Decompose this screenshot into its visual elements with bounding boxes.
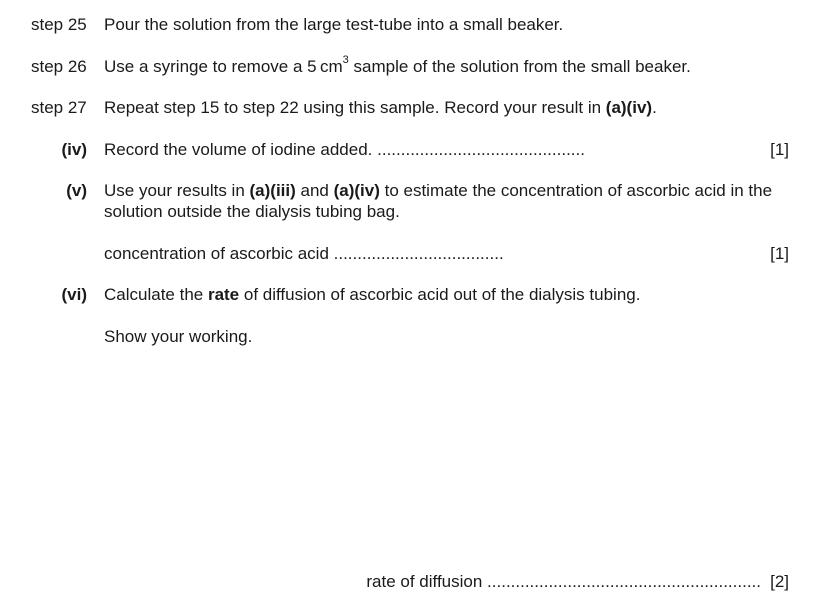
question-iv-text	[104, 140, 585, 160]
step-26-text-before: Use a syringe to remove a 5 cm	[104, 57, 343, 76]
question-v-line-2: solution outside the dialysis tubing bag.	[104, 202, 400, 221]
question-v-ref-iii: (a)(iii)	[249, 181, 296, 200]
question-v-label: (v)	[66, 181, 87, 200]
question-vi-text	[104, 285, 640, 305]
step-27-text-before: Repeat step 15 to step 22 using this sample. Record your result in	[104, 98, 606, 117]
step-26-text-after: sample of the solution from the small beaker.	[348, 57, 691, 76]
step-27-reference: (a)(iv)	[605, 98, 653, 117]
question-v-text-c: and	[295, 181, 334, 200]
question-iv-prompt: Record the volume of iodine added.	[104, 140, 373, 159]
question-vi-rate-bold: rate	[207, 285, 240, 304]
question-iv-label: (iv)	[61, 140, 87, 159]
rate-answer-label: rate of diffusion	[366, 572, 483, 591]
question-v-line-1	[104, 181, 772, 201]
question-iv-mark: [1]	[770, 140, 789, 159]
working-space[interactable]	[104, 360, 789, 560]
step-26-superscript: 3	[342, 54, 349, 67]
question-vi-answer-row	[366, 572, 761, 592]
concentration-answer-label: concentration of ascorbic acid	[104, 244, 329, 263]
question-v-ref-iv: (a)(iv)	[333, 181, 380, 200]
step-27-text-after: .	[652, 98, 657, 117]
step-25-label: step 25	[31, 15, 87, 34]
question-vi-instruction: Show your working.	[104, 327, 253, 346]
step-27-label: step 27	[31, 98, 87, 117]
step-26-label: step 26	[31, 57, 87, 76]
question-vi-label: (vi)	[61, 285, 87, 304]
concentration-answer-line[interactable]: ....................................	[333, 244, 504, 263]
question-vi-text-c: of diffusion of ascorbic acid out of the dialysis tubing.	[239, 285, 641, 304]
question-iv-answer-line[interactable]: ............................................	[377, 140, 585, 159]
question-v-mark: [1]	[770, 244, 789, 263]
question-vi-mark: [2]	[770, 572, 789, 591]
question-v-text-e: to estimate the concentration of ascorbic acid in the	[379, 181, 773, 200]
question-v-answer-row	[104, 244, 504, 264]
rate-answer-line[interactable]: ..........................................................	[487, 572, 761, 591]
step-27-text	[104, 98, 657, 118]
question-v-text-a: Use your results in	[104, 181, 250, 200]
step-25-text: Pour the solution from the large test-tube into a small beaker.	[104, 15, 564, 34]
question-vi-text-a: Calculate the	[104, 285, 208, 304]
step-26-text	[104, 54, 691, 77]
